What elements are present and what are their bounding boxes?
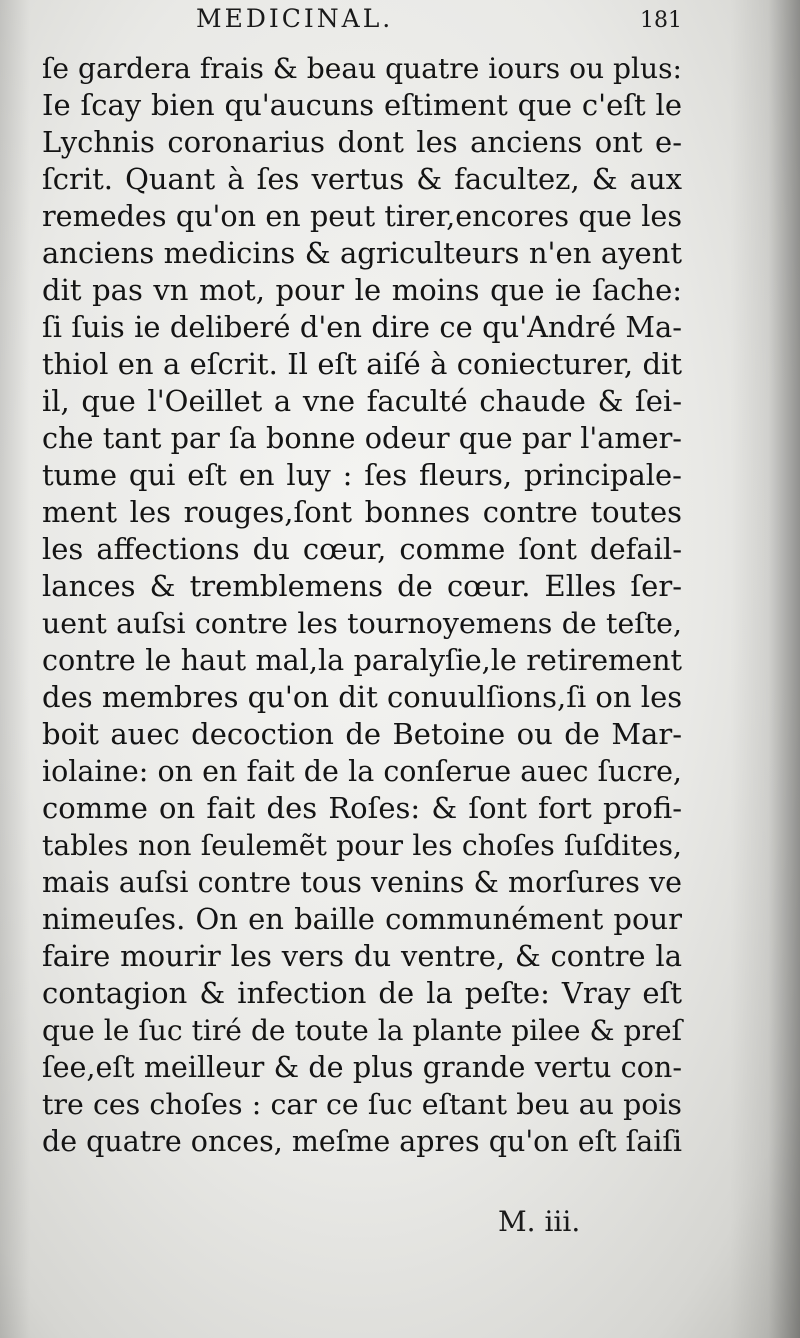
text-line: boit auec decoction de Betoine ou de Mar- [42,717,682,751]
text-line: Lychnis coronarius dont les anciens ont e- [42,125,682,159]
text-line: faire mourir les vers du ventre, & contre la [42,939,682,973]
text-line: che tant par ſa bonne odeur que par l'amer- [42,421,682,455]
text-line: ſe gardera frais & beau quatre iours ou plus: [42,52,682,85]
text-line: ſi ſuis ie deliberé d'en dire ce qu'André Ma- [42,310,682,344]
text-line: comme on fait des Roſes: & ſont fort profi- [42,791,682,825]
gutter-shadow [0,0,30,1338]
running-head: MEDICINAL. [196,4,394,33]
page-edge-shadow [730,0,800,1338]
text-line: les affections du cœur, comme ſont defail- [42,532,682,566]
text-line: de quatre onces, meſme apres qu'on eſt ſaiſi [42,1125,682,1158]
text-line: ſcrit. Quant à ſes vertus & facultez, & aux [42,162,682,196]
text-line: remedes qu'on en peut tirer,encores que les [42,199,682,233]
text-line: Ie ſcay bien qu'aucuns eſtiment que c'eſt le [42,88,682,122]
text-line: ſee,eſt meilleur & de plus grande vertu con- [42,1050,682,1084]
body-text [42,50,682,1160]
text-line: il, que l'Oeillet a vne faculté chaude & ſei- [42,384,682,418]
text-line: nimeuſes. On en baille communément pour [42,902,682,936]
text-line: uent auſsi contre les tournoyemens de teſte, [42,607,682,640]
text-line: contre le haut mal,la paralyſie,le retirement [42,643,682,677]
text-line: mais auſsi contre tous venins & morſures ve [42,866,682,899]
page-number: 181 [640,8,682,33]
text-line: dit pas vn mot, pour le moins que ie ſache: [42,273,682,307]
text-line: contagion & infection de la peſte: Vray eſt [42,976,682,1010]
text-line: thiol en a eſcrit. Il eſt aiſé à coniecturer, dit [42,347,682,381]
signature-mark: M. iii. [498,1205,581,1238]
text-line: anciens medicins & agriculteurs n'en ayent [42,236,682,270]
text-line: tables non ſeulemẽt pour les choſes ſuſdites, [42,829,682,862]
text-line: que le ſuc tiré de toute la plante pilee & preſ [42,1014,682,1047]
text-line: tre ces choſes : car ce ſuc eſtant beu au pois [42,1088,682,1121]
text-line: iolaine: on en fait de la conſerue auec ſucre, [42,755,682,788]
text-line: lances & tremblemens de cœur. Elles ſer- [42,569,682,603]
text-line: des membres qu'on dit conuulſions,ſi on les [42,680,683,714]
text-line: tume qui eſt en luy : ſes fleurs, principale- [42,458,682,492]
text-line: ment les rouges,ſont bonnes contre toutes [42,495,682,529]
